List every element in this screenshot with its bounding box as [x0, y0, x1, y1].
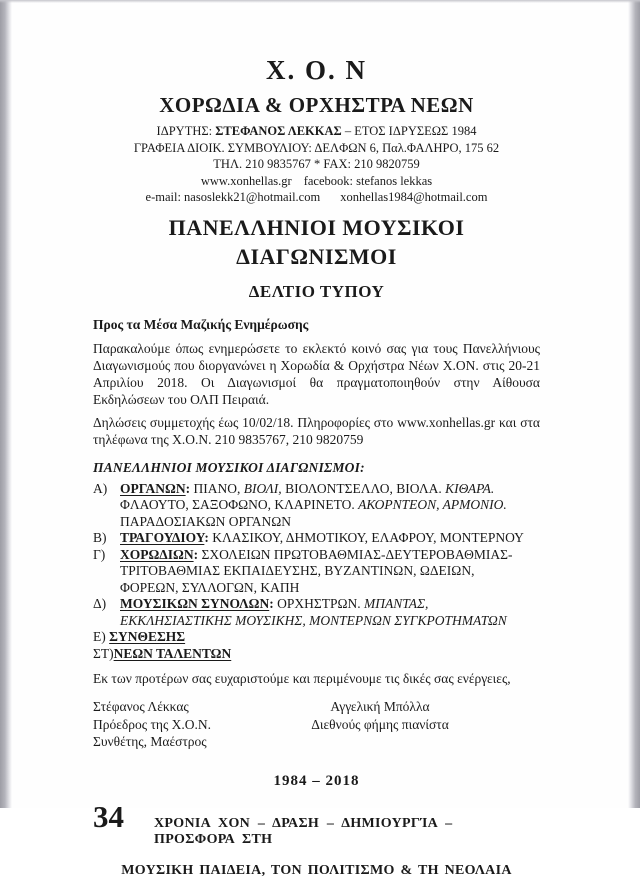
intro-paragraph: Παρακαλούμε όπως ενημερώσετε το εκλεκτό κοινό σας για τους Πανελλήνιους Διαγωνισμούς που διοργανώνει η Χορωδία & Ορχήστρα Νέων Χ.ΟΝ. στις 20-21 Απριλίου 2018. Οι Διαγωνισμοί θα πραγματοποιηθούν στην Αίθουσα Εκδηλώσεων του ΟΛΠ Πειραιά.: [93, 340, 540, 407]
anniversary-line: [93, 799, 540, 848]
email-label: e-mail:: [145, 190, 185, 204]
competitions-heading: ΠΑΝΕΛΛΗΝΙΟΙ ΜΟΥΣΙΚΟΙ ΔΙΑΓΩΝΙΣΜΟΙ:: [93, 459, 365, 475]
email-address-1: nasoslekk21@hotmail.com: [184, 190, 321, 204]
email-address-2: xonhellas1984@hotmail.com: [340, 190, 488, 204]
list-item-label: Γ): [93, 546, 106, 562]
org-acronym: Χ. Ο. Ν: [266, 55, 367, 85]
press-release-title: ΔΕΛΤΙΟ ΤΥΠΟΥ: [248, 281, 385, 301]
registration-paragraph: Δηλώσεις συμμετοχής έως 10/02/18. Πληροφορίες στο www.xonhellas.gr και στα τηλέφωνα της Χ.Ο.Ν. 210 9835767, 210 9820759: [93, 414, 540, 447]
list-item-ensembles: Δ) ΜΟΥΣΙΚΩΝ ΣΥΝΟΛΩΝ: ΟΡΧΗΣΤΡΩΝ. ΜΠΑΝΤΑΣ, ΕΚΚΛΗΣΙΑΣΤΙΚΗΣ ΜΟΥΣΙΚΗΣ, ΜΟΝΤΕΡΝΩΝ ΣΥΓΚΡΟΤΗΜΑΤΩΝ: [93, 596, 507, 628]
signature-left-role-1: Πρόεδρος της Χ.Ο.Ν.: [93, 716, 212, 732]
competitions-list: [93, 481, 540, 663]
category-title: ΣΥΝΘΕΣΗΣ: [109, 629, 186, 644]
category-title: ΧΟΡΩΔΙΩΝ: [120, 546, 194, 562]
list-item-organs: Α) ΟΡΓΑΝΩΝ: ΠΙΑΝΟ, ΒΙΟΛΙ, ΒΙΟΛΟΝΤΣΕΛΛΟ, ΒΙΟΛΑ. ΚΙΘΑΡΑ. ΦΛΑΟΥΤΟ, ΣΑΞΟΦΩΝΟ, ΚΛΑΡΙΝΕΤΟ. ΑΚΟΡΝΤΕΟΝ, ΑΡΜΟΝΙΟ. ΠΑΡΑΔΟΣΙΑΚΩΝ ΟΡΓΑΝΩΝ: [93, 480, 507, 529]
offices-line: ΓΡΑΦΕΙΑ ΔΙΟΙΚ. ΣΥΜΒΟΥΛΙΟΥ: ΔΕΛΦΩΝ 6, Παλ.ΦΑΛΗΡΟ, 175 62: [133, 140, 500, 155]
list-item-singing: Β) ΤΡΑΓΟΥΔΙΟΥ: ΚΛΑΣΙΚΟΥ, ΔΗΜΟΤΙΚΟΥ, ΕΛΑΦΡΟΥ, ΜΟΝΤΕΡΝΟΥ: [93, 530, 524, 545]
signature-left-name: Στέφανος Λέκκας: [93, 699, 189, 714]
phone-fax-line: ΤΗΛ. 210 9835767 * FAX: 210 9820759: [213, 157, 420, 171]
list-item-choirs: Γ) ΧΟΡΩΔΙΩΝ: ΣΧΟΛΕΙΩΝ ΠΡΩΤΟΒΑΘΜΙΑΣ-ΔΕΥΤΕΡΟΒΑΘΜΙΑΣ-ΤΡΙΤΟΒΑΘΜΙΑΣ ΕΚΠΑΙΔΕΥΣΗΣ, ΒΥΖΑΝΤΙΝΩΝ, ΩΔΕΙΩΝ, ΦΟΡΕΩΝ, ΣΥΛΛΟΓΩΝ, ΚΑΠΗ: [93, 546, 513, 595]
page-edge-left: [0, 0, 12, 808]
list-item-label: Ε): [93, 629, 110, 644]
category-title: ΝΕΩΝ ΤΑΛΕΝΤΩΝ: [113, 645, 232, 661]
list-item-label: Β): [93, 530, 107, 545]
signature-right-role: Διεθνούς φήμης πιανίστα: [311, 716, 449, 732]
letterhead: [93, 123, 540, 206]
signature-left: [93, 698, 260, 751]
anniversary-text-2: ΜΟΥΣΙΚΗ ΠΑΙΔΕΙΑ, ΤΟΝ ΠΟΛΙΤΙΣΜΟ & ΤΗ ΝΕΟΛΑΙΑ: [121, 862, 512, 878]
facebook-text: facebook: stefanos lekkas: [303, 173, 433, 188]
to-media-line: Προς τα Μέσα Μαζικής Ενημέρωσης: [93, 316, 309, 332]
list-item-composition: [93, 629, 501, 646]
category-title: ΟΡΓΑΝΩΝ: [120, 480, 186, 496]
founder-line: [93, 123, 540, 140]
org-name: ΧΟΡΩΔΙΑ & ΟΡΧΗΣΤΡΑ ΝΕΩΝ: [159, 93, 474, 117]
anniversary-number: 34: [93, 798, 124, 834]
founder-name: ΣΤΕΦΑΝΟΣ ΛΕΚΚΑΣ: [215, 124, 342, 138]
signature-left-role-2: Συνθέτης, Μαέστρος: [93, 734, 207, 749]
category-title: ΜΟΥΣΙΚΩΝ ΣΥΝΟΛΩΝ: [120, 596, 270, 611]
list-item-label: Α): [93, 480, 108, 496]
main-title: ΠΑΝΕΛΛΗΝΙΟΙ ΜΟΥΣΙΚΟΙ ΔΙΑΓΩΝΙΣΜΟΙ: [168, 214, 465, 269]
list-item-new-talents: [93, 646, 501, 663]
list-item-label: Δ): [93, 596, 107, 611]
closing-line: Εκ των προτέρων σας ευχαριστούμε και περιμένουμε τις δικές σας ενέργειες,: [93, 671, 511, 686]
founder-suffix: – ΕΤΟΣ ΙΔΡΥΣΕΩΣ 1984: [341, 124, 477, 138]
email-line: [93, 189, 540, 206]
anniversary-text-1: ΧΡΟΝΙΑ ΧΟΝ – ΔΡΑΣΗ – ΔΗΜΙΟΥΡΓΊΑ – ΠΡΟΣΦΟΡΑ ΣΤΗ: [154, 815, 453, 847]
anniversary-years: 1984 – 2018: [273, 772, 360, 789]
document-content: [93, 0, 540, 879]
category-title: ΤΡΑΓΟΥΔΙΟΥ: [120, 530, 205, 545]
founder-prefix: ΙΔΡΥΤΗΣ:: [156, 124, 216, 138]
signature-right: [260, 698, 500, 751]
signature-right-name: Αγγελική Μπόλλα: [330, 699, 430, 714]
website-text: www.xonhellas.gr: [200, 173, 292, 188]
web-facebook-line: [93, 173, 540, 190]
signatures: [93, 698, 540, 751]
page-edge-right: [628, 0, 640, 808]
list-item-label: ΣΤ): [93, 645, 114, 661]
